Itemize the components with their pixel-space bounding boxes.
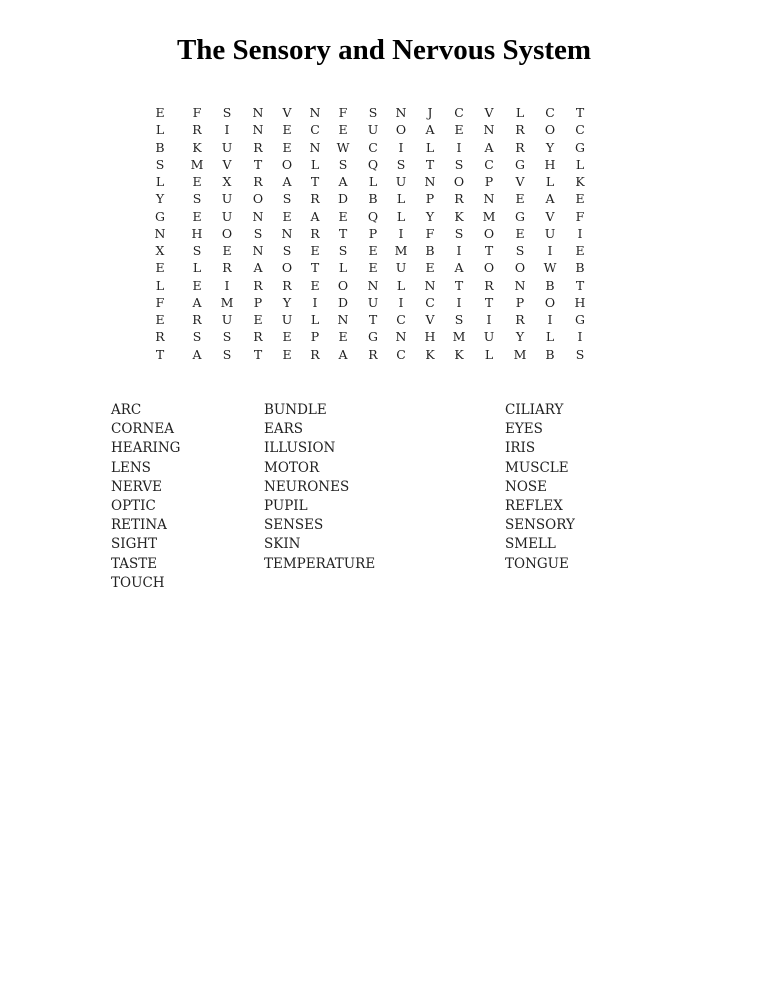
grid-letter: N	[483, 122, 495, 138]
grid-letter: Q	[367, 208, 379, 224]
grid-letter: R	[155, 329, 165, 345]
grid-letter: L	[515, 105, 525, 120]
grid-letter: A	[454, 260, 464, 276]
grid-letter: P	[515, 294, 525, 310]
grid-letter: S	[253, 225, 263, 241]
grid-letter: I	[224, 277, 230, 293]
grid-letter: E	[368, 260, 378, 276]
grid-letter: D	[337, 294, 349, 310]
grid-letter: A	[338, 346, 348, 362]
grid-letter: P	[368, 225, 378, 241]
word-item: CORNEA	[111, 421, 174, 438]
grid-letter: I	[456, 294, 462, 310]
grid-letter: N	[252, 208, 264, 224]
grid-letter: R	[310, 191, 320, 207]
grid-letter: B	[545, 277, 555, 293]
word-item: ARC	[111, 402, 142, 418]
grid-letter: S	[222, 346, 232, 362]
grid-letter: Y	[282, 294, 292, 310]
grid-letter: E	[310, 243, 320, 258]
grid-letter: U	[281, 312, 293, 327]
grid-letter: O	[544, 294, 556, 310]
grid-letter: R	[515, 122, 525, 138]
grid-letter: L	[192, 260, 202, 276]
grid-letter: E	[282, 329, 292, 345]
grid-letter: U	[221, 208, 233, 224]
grid-letter: B	[368, 191, 378, 207]
grid-letter: T	[155, 346, 165, 362]
grid-letter: P	[425, 191, 435, 207]
grid-letter: N	[395, 329, 407, 345]
word-item: REFLEX	[505, 498, 563, 515]
grid-letter: E	[282, 139, 292, 155]
grid-letter: I	[577, 329, 583, 345]
grid-letter: I	[398, 225, 404, 241]
word-item: MOTOR	[264, 459, 320, 476]
grid-letter: E	[155, 105, 165, 120]
word-item: SENSES	[264, 517, 324, 534]
grid-letter: T	[575, 105, 585, 120]
word-item: TASTE	[111, 555, 158, 572]
grid-letter: S	[192, 329, 202, 345]
grid-letter: F	[155, 294, 165, 310]
grid-letter: N	[252, 105, 264, 120]
word-list-column	[111, 401, 180, 593]
grid-letter: H	[424, 329, 436, 345]
grid-letter: U	[395, 260, 407, 276]
grid-letter: S	[222, 329, 232, 345]
grid-letter: B	[425, 243, 435, 258]
grid-letter: E	[368, 243, 378, 258]
grid-letter: T	[368, 312, 378, 327]
grid-letter: L	[155, 174, 165, 189]
grid-letter: S	[338, 156, 348, 172]
grid-letter: R	[282, 277, 292, 293]
grid-letter: O	[483, 260, 495, 276]
grid-letter: L	[545, 329, 555, 345]
grid-letter: N	[309, 139, 321, 155]
grid-letter: M	[452, 329, 466, 345]
grid-letter: R	[515, 312, 525, 327]
grid-letter: E	[192, 208, 202, 224]
grid-letter: X	[155, 243, 165, 258]
grid-letter: O	[221, 225, 233, 241]
grid-letter: I	[486, 312, 492, 327]
grid-letter: U	[395, 174, 407, 189]
grid-letter: G	[368, 329, 378, 345]
grid-letter: S	[222, 105, 232, 120]
grid-letter: F	[425, 225, 435, 241]
grid-letter: K	[192, 139, 202, 155]
grid-letter: R	[222, 260, 232, 276]
word-item: NERVE	[111, 478, 162, 495]
grid-letter: C	[545, 105, 555, 120]
word-item: EARS	[264, 421, 304, 438]
grid-letter: R	[368, 346, 378, 362]
grid-letter: K	[454, 346, 464, 362]
grid-letter: W	[543, 260, 557, 276]
grid-letter: L	[310, 312, 320, 327]
grid-letter: I	[312, 294, 318, 310]
grid-letter: K	[575, 174, 585, 189]
grid-letter: G	[575, 312, 585, 327]
grid-letter: U	[221, 191, 233, 207]
grid-letter: N	[514, 277, 526, 293]
word-item: SIGHT	[111, 536, 158, 553]
grid-letter: N	[483, 191, 495, 207]
grid-letter: F	[192, 105, 202, 120]
grid-letter: N	[367, 277, 379, 293]
grid-letter: B	[575, 260, 585, 276]
word-item: IRIS	[505, 440, 536, 457]
word-item: SMELL	[505, 536, 556, 553]
grid-letter: S	[515, 243, 525, 258]
grid-letter: V	[545, 208, 555, 224]
grid-letter: U	[483, 329, 495, 345]
grid-letter: A	[192, 294, 202, 310]
word-item: TEMPERATURE	[264, 555, 376, 572]
grid-letter: A	[253, 260, 263, 276]
grid-letter: I	[398, 294, 404, 310]
grid-letter: L	[396, 208, 406, 224]
grid-letter: Y	[425, 208, 435, 224]
grid-letter: E	[155, 312, 165, 327]
grid-letter: I	[456, 139, 462, 155]
word-item: NEURONES	[264, 478, 350, 495]
word-item: RETINA	[111, 517, 167, 534]
grid-letter: Y	[155, 191, 165, 207]
grid-letter: C	[396, 312, 406, 327]
grid-letter: N	[252, 243, 264, 258]
word-item: LENS	[111, 459, 151, 476]
grid-letter: E	[515, 191, 525, 207]
grid-letter: L	[545, 174, 555, 189]
grid-letter: L	[425, 139, 435, 155]
grid-letter: V	[484, 105, 494, 120]
grid-letter: S	[155, 156, 165, 172]
grid-letter: E	[338, 208, 348, 224]
grid-letter: N	[424, 277, 436, 293]
grid-letter: L	[155, 277, 165, 293]
word-item: BUNDLE	[264, 402, 327, 418]
word-list-column	[505, 401, 575, 574]
grid-letter: E	[575, 191, 585, 207]
grid-letter: N	[424, 174, 436, 189]
grid-letter: C	[575, 122, 585, 138]
grid-letter: H	[574, 294, 586, 310]
grid-letter: Y	[545, 139, 555, 155]
grid-letter: Q	[367, 156, 379, 172]
grid-letter: I	[577, 225, 583, 241]
grid-letter: C	[425, 294, 435, 310]
grid-letter: S	[192, 191, 202, 207]
grid-letter: L	[338, 260, 348, 276]
grid-letter: I	[224, 122, 230, 138]
grid-letter: T	[425, 156, 435, 172]
grid-letter: M	[482, 208, 496, 224]
word-item: TOUCH	[111, 574, 165, 591]
grid-letter: V	[222, 156, 232, 172]
grid-letter: I	[456, 243, 462, 258]
grid-letter: R	[454, 191, 464, 207]
word-item: PUPIL	[264, 498, 308, 515]
grid-letter: S	[396, 156, 406, 172]
grid-letter: L	[396, 277, 406, 293]
grid-letter: G	[515, 156, 525, 172]
grid-letter: O	[395, 122, 407, 138]
grid-letter: N	[337, 312, 349, 327]
grid-letter: T	[338, 225, 348, 241]
grid-letter: N	[154, 225, 166, 241]
grid-letter: C	[396, 346, 406, 362]
grid-letter: M	[220, 294, 234, 310]
grid-letter: C	[454, 105, 464, 120]
grid-letter: E	[192, 174, 202, 189]
word-item: SENSORY	[505, 517, 575, 534]
grid-letter: C	[310, 122, 320, 138]
grid-letter: E	[310, 277, 320, 293]
grid-letter: S	[575, 346, 585, 362]
grid-letter: A	[484, 139, 494, 155]
grid-letter: L	[368, 174, 378, 189]
grid-letter: E	[338, 122, 348, 138]
grid-letter: T	[253, 156, 263, 172]
grid-letter: R	[253, 277, 263, 293]
grid-letter: Y	[515, 329, 525, 345]
grid-letter: B	[155, 139, 165, 155]
grid-letter: S	[454, 156, 464, 172]
grid-letter: E	[515, 225, 525, 241]
grid-letter: L	[484, 346, 494, 362]
page-title: The Sensory and Nervous System	[176, 34, 592, 66]
grid-letter: B	[545, 346, 555, 362]
grid-letter: F	[338, 105, 348, 120]
grid-letter: E	[192, 277, 202, 293]
grid-letter: U	[367, 122, 379, 138]
grid-letter: K	[454, 208, 464, 224]
word-item: OPTIC	[111, 498, 156, 515]
grid-letter: A	[338, 174, 348, 189]
grid-letter: V	[282, 105, 292, 120]
grid-letter: A	[545, 191, 555, 207]
grid-letter: S	[282, 243, 292, 258]
grid-letter: O	[281, 156, 293, 172]
grid-letter: R	[310, 225, 320, 241]
grid-letter: T	[454, 277, 464, 293]
grid-letter: U	[544, 225, 556, 241]
word-item: EYES	[505, 421, 543, 438]
grid-letter: O	[544, 122, 556, 138]
grid-letter: U	[221, 312, 233, 327]
grid-letter: A	[192, 346, 202, 362]
grid-letter: R	[253, 139, 263, 155]
grid-letter: T	[253, 346, 263, 362]
grid-letter: U	[221, 139, 233, 155]
grid-letter: T	[484, 243, 494, 258]
grid-letter: G	[155, 208, 165, 224]
grid-letter: E	[253, 312, 263, 327]
grid-letter: O	[337, 277, 349, 293]
grid-letter: E	[282, 208, 292, 224]
grid-letter: L	[155, 122, 165, 138]
grid-letter: T	[484, 294, 494, 310]
grid-letter: T	[575, 277, 585, 293]
grid-letter: E	[222, 243, 232, 258]
grid-letter: K	[425, 346, 435, 362]
word-item: TONGUE	[505, 555, 569, 572]
grid-letter: R	[310, 346, 320, 362]
grid-letter: T	[310, 174, 320, 189]
grid-letter: E	[338, 329, 348, 345]
word-item: SKIN	[264, 536, 301, 553]
word-item: MUSCLE	[505, 459, 569, 476]
grid-letter: S	[368, 105, 378, 120]
grid-letter: E	[155, 260, 165, 276]
grid-letter: D	[337, 191, 349, 207]
grid-letter: O	[453, 174, 465, 189]
grid-letter: M	[513, 346, 527, 362]
grid-letter: N	[281, 225, 293, 241]
grid-letter: R	[515, 139, 525, 155]
grid-letter: S	[192, 243, 202, 258]
grid-letter: V	[425, 312, 435, 327]
grid-letter: G	[515, 208, 525, 224]
grid-letter: O	[514, 260, 526, 276]
grid-letter: X	[222, 174, 232, 189]
grid-letter: R	[192, 122, 202, 138]
grid-letter: H	[544, 156, 556, 172]
grid-letter: A	[310, 208, 320, 224]
grid-letter: P	[310, 329, 320, 345]
grid-letter: M	[190, 156, 204, 172]
grid-letter: N	[395, 105, 407, 120]
grid-letter: S	[282, 191, 292, 207]
grid-letter: S	[454, 312, 464, 327]
grid-letter: E	[575, 243, 585, 258]
grid-letter: E	[282, 346, 292, 362]
grid-letter: O	[252, 191, 264, 207]
grid-letter: O	[483, 225, 495, 241]
grid-letter: G	[575, 139, 585, 155]
grid-letter: A	[282, 174, 292, 189]
grid-letter: M	[394, 243, 408, 258]
word-item: ILLUSION	[264, 440, 336, 457]
word-list-column	[264, 401, 375, 574]
grid-letter: R	[253, 329, 263, 345]
grid-letter: L	[396, 191, 406, 207]
grid-letter: L	[310, 156, 320, 172]
word-item: HEARING	[111, 440, 181, 457]
grid-letter: E	[454, 122, 464, 138]
grid-letter: E	[282, 122, 292, 138]
grid-letter: H	[191, 225, 203, 241]
grid-letter: T	[310, 260, 320, 276]
grid-letter: V	[515, 174, 525, 189]
grid-letter: I	[398, 139, 404, 155]
grid-letter: O	[281, 260, 293, 276]
grid-letter: N	[309, 105, 321, 120]
grid-letter: S	[454, 225, 464, 241]
grid-letter: C	[484, 156, 494, 172]
grid-letter: F	[575, 208, 585, 224]
grid-letter: S	[338, 243, 348, 258]
grid-letter: U	[367, 294, 379, 310]
grid-letter: N	[252, 122, 264, 138]
grid-letter: W	[336, 139, 350, 155]
word-item: CILIARY	[505, 402, 564, 418]
grid-letter: P	[253, 294, 263, 310]
grid-letter: I	[547, 312, 553, 327]
grid-letter: A	[425, 122, 435, 138]
grid-letter: R	[192, 312, 202, 327]
grid-letter: I	[547, 243, 553, 258]
grid-letter: L	[575, 156, 585, 172]
word-item: NOSE	[505, 478, 547, 495]
grid-letter: R	[253, 174, 263, 189]
grid-letter: J	[427, 105, 433, 120]
grid-letter: E	[425, 260, 435, 276]
grid-letter: P	[484, 174, 494, 189]
grid-letter: C	[368, 139, 378, 155]
grid-letter: R	[484, 277, 494, 293]
